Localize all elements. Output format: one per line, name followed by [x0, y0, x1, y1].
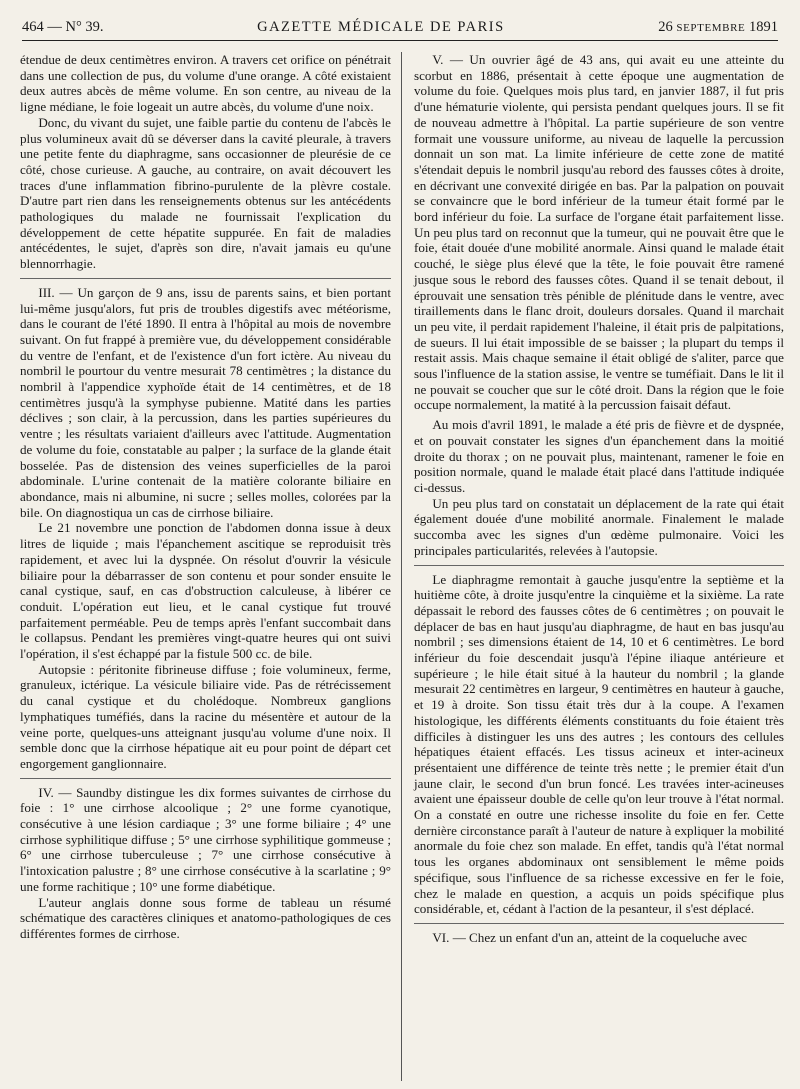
- date-month: SEPTEMBRE: [676, 21, 746, 34]
- section-divider: [414, 923, 784, 924]
- page-header: [22, 14, 778, 41]
- paragraph-autopsy: Autopsie : péritonite fibrineuse diffuse ; foie volumineux, ferme, granuleux, ictérique. La vésicule biliaire vide. Pas de rétrécissement du canal cystique et du cholédoque. Nombreux ganglions lymphatiques tuméfiés, dans la racine du mésentère et autour de la veine porte, quelques-uns atteignant jusqu'au volume d'une noix. Il semble donc que la cirrhose hépatique ait eu pour point de départ cet engorgement ganglionnaire.: [20, 661, 391, 771]
- section-divider: [20, 778, 391, 779]
- journal-title: GAZETTE MÉDICALE DE PARIS: [257, 18, 505, 35]
- paragraph-case-4: IV. — Saundby distingue les dix formes suivantes de cirrhose du foie : 1° une cirrhose alcoolique ; 2° une forme cyanotique, consécutive à une lésion cardiaque ; 3° une forme biliaire ; 4° une cirrhose syphilitique diffuse ; 5° une cirrhose syphilitique gommeuse ; 6° une cirrhose tuberculeuse ; 7° une cirrhose consécutive à l'intoxication palustre ; 8° une cirrhose consécutive à la scarlatine ; 9° une forme rachitique ; 10° une forme diabétique.: [20, 784, 391, 894]
- section-divider: [414, 565, 784, 566]
- left-column: [20, 52, 402, 1081]
- page-issue-number: 464 — N° 39.: [22, 18, 104, 35]
- right-column: [402, 52, 784, 1081]
- paragraph: Le 21 novembre une ponction de l'abdomen donna issue à deux litres de liquide ; mais l'épanchement ascitique se reproduisit très rapidement, et avec lui la dyspnée. On résolut d'ouvrir la vésicule biliaire pour la débarrasser de son contenu et pour sonder ensuite le canal cystique, sauf, en cas d'obstruction calculeuse, à libérer ce conduit. L'opération eut lieu, et le canal cystique fut trouvé parfaitement perméable. Peu de temps après l'enfant succombait dans le collapsus. Pendant les premières vingt-quatre heures qui ont suivi l'opération, il s'est échappé par la fistule 500 cc. de bile.: [20, 520, 391, 662]
- paragraph: L'auteur anglais donne sous forme de tableau un résumé schématique des caractères cliniques et anatomo-pathologiques de ces différentes formes de cirrhose.: [20, 894, 391, 941]
- paragraph: Au mois d'avril 1891, le malade a été pris de fièvre et de dyspnée, et on pouvait constater les signes d'un épanchement dans la moitié droite du thorax ; on ne pouvait plus, maintenant, ramener le foie en position normale, quand le malade était placé dans l'attitude indiquée ci-dessus.: [414, 417, 784, 495]
- paragraph-case-5: V. — Un ouvrier âgé de 43 ans, qui avait eu une atteinte du scorbut en 1886, présentait à cette époque une augmentation de volume du foie. Quelques mois plus tard, en janvier 1887, il fut pris d'une hématurie violente, qui persista pendant quelques jours. Il se fit de nouveau admettre à l'hôpital. La partie supérieure de son ventre formait une voussure uniforme, au niveau de laquelle la percussion donnait un son mat. La limite inférieure de cette zone de matité s'étendait depuis le nombril jusqu'au rebord des fausses côtes à droite, en décrivant une convexité dirigée en bas. Par la palpation on pouvait se convaincre que le bord inférieur de la tumeur était formé par le bord inférieur du foie. La surface de l'organe était parfaitement lisse. Un peu plus tard on reconnut que la tumeur, qui ne pouvait être que le foie, était douée d'une mobilité anormale. Ainsi quand le malade était couché, le siège plus élevé que la tête, le foie pouvait être ramené jusque sous le rebord des fausses côtes. Quand il se tenait debout, il éprouvait une sensation très pénible de plénitude dans le ventre, avec tiraillements dans le flanc droit, douleurs dorsales. Quand il marchait un peu vite, il perdait rapidement l'haleine, il était pris de palpitations, de sueurs. Il lui était impossible de se baisser ; la plupart du temps il restait assis. Mais chaque semaine il était obligé de s'aliter, parce que sous l'influence de la station assise, le ventre se tuméfiait. Dans le lit il ne pouvait se coucher que sur le côté droit. Dans la région que le foie occupe normalement, la matité à la percussion faisait défaut.: [414, 52, 784, 413]
- paragraph-case-6: VI. — Chez un enfant d'un an, atteint de la coqueluche avec: [432, 929, 747, 945]
- paragraph: Donc, du vivant du sujet, une faible partie du contenu de l'abcès le plus volumineux avait dû se déverser dans la cavité pleurale, à travers une petite fente du diaphragme, sans occasionner de pleurésie de ce côté, chose curieuse. A gauche, au contraire, on avait découvert les traces d'une inflammation fibrino-purulente de la plèvre costale. D'autre part rien dans les renseignements obtenus sur les antécédents pathologiques du malade ne fournissait l'explication du développement de cette hépatite suppurée. En fait de maladies antécédentes, le sujet, d'après son dire, n'avait jamais eu qu'une blennorrhagie.: [20, 114, 391, 272]
- issue-date: [658, 19, 778, 36]
- section-divider: [20, 278, 391, 279]
- paragraph: Le diaphragme remontait à gauche jusqu'entre la septième et la huitième côte, à droite jusqu'entre la cinquième et la sixième. La rate dépassait le rebord des fausses côtes de 6 centimètres ; on pouvait le déplacer de bas en haut jusqu'au diaphragme, de haut en bas jusqu'au nombril ; ses dimensions étaient de 14, 10 et 6 centimètres. Le bord inférieur du foie descendait jusqu'à l'épine iliaque antérieure et supérieure ; le hile était situé à la hauteur du nombril ; la glande mesurait 22 centimètres en largeur, 9 centimètres en hauteur à gauche, et 19 à droite. Son tissu était très dur à la coupe. A l'examen histologique, les différents éléments constituants du foie étaient très difficiles à distinguer les uns des autres ; les contours des cellules hépatiques étaient effacés. Les tissus acineux et inter-acineux présentaient une différence de teinte très nette ; le premier était d'un jaune clair, le second d'un brun foncé. Les travées inter-acineuses avaient une épaisseur double de celle qu'on leur trouve à l'état normal. On a constaté en outre une richesse insolite du foie en fer. Cette dernière circonstance paraît à l'auteur de nature à expliquer la mobilité anormale du foie chez son malade. En effet, tandis qu'à l'état normal tous les organes abdominaux ont sensiblement le même poids spécifique, sous l'influence de sa richesse excessive en fer le foie, chez le malade en question, a acquis un poids spécifique plus considérable, et, cédant à l'action de la pesanteur, il s'est déplacé.: [414, 571, 784, 917]
- paragraph-case-3: III. — Un garçon de 9 ans, issu de parents sains, et bien portant lui-même jusqu'alors, fut pris de troubles digestifs avec météorisme, dans le courant de l'été 1890. Il entra à l'hôpital au mois de novembre suivant. On fut frappé à première vue, du développement considérable du ventre de l'enfant, et de l'existence d'un fort ictère. Au niveau du nombril le pourtour du ventre mesurait 78 centimètres ; la distance du nombril à l'appendice xyphoïde était de 14 centimètres, et de 18 centimètres jusqu'à la symphyse pubienne. Matité dans les parties déclives ; son clair, à la percussion, dans les parties supérieures du ventre ; les résultats variaient d'ailleurs avec l'attitude. Augmentation de volume du foie, constatable au palper ; la surface de la glande était bosselée. Pas de distension des veines superficielles de la paroi abdominale. L'urine contenait de la matière colorante biliaire en abondance, mais ni albumine, ni sucre ; selles molles, colorées par la bile. On diagnostiqua un cas de cirrhose biliaire.: [20, 284, 391, 520]
- paragraph: étendue de deux centimètres environ. A travers cet orifice on pénétrait dans une collection de pus, du volume d'une orange. A côté existaient deux autres abcès de même volume. En son centre, au niveau de la ligne médiane, le foie logeait un autre abcès, du volume d'une noix.: [20, 52, 391, 115]
- date-year: 1891: [748, 18, 778, 35]
- paragraph: Un peu plus tard on constatait un déplacement de la rate qui était également douée d'une mobilité anormale. Finalement le malade succomba avec les signes d'un œdème pulmonaire. Voici les principales particularités, relevées à l'autopsie.: [414, 495, 784, 558]
- article-columns: [20, 52, 784, 1081]
- date-day: 26: [658, 18, 673, 35]
